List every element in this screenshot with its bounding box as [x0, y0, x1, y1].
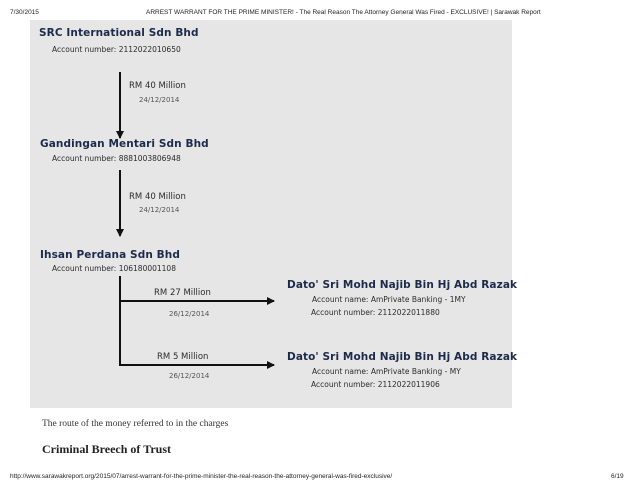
- recipient-1-account-number: Account number: 2112022011880: [311, 308, 440, 317]
- page-url[interactable]: http://www.sarawakreport.org/2015/07/arrest-warrant-for-the-prime-minister-the-real-reason-the-attorney-general-was-fired-exclusive/: [10, 473, 393, 480]
- transfer-2-amount: RM 40 Million: [129, 192, 186, 202]
- recipient-2-account-name: Account name: AmPrivate Banking - MY: [312, 367, 461, 376]
- transfer-4-date: 26/12/2014: [169, 372, 210, 380]
- transfer-1-amount: RM 40 Million: [129, 81, 186, 91]
- section-heading: Criminal Breech of Trust: [42, 442, 171, 456]
- recipient-2-account-number: Account number: 2112022011906: [311, 380, 440, 389]
- money-route-diagram: [30, 20, 518, 408]
- page-number: 6/19: [611, 473, 624, 480]
- company-gandingan-account: Account number: 8881003806948: [52, 154, 181, 163]
- transfer-3-amount: RM 27 Million: [154, 288, 211, 298]
- print-date: 7/30/2015: [10, 9, 39, 16]
- transfer-3-date: 26/12/2014: [169, 310, 210, 318]
- transfer-4-amount: RM 5 Million: [157, 352, 209, 362]
- flow-arrows: [30, 20, 512, 408]
- recipient-2-name: Dato' Sri Mohd Najib Bin Hj Abd Razak: [287, 351, 518, 363]
- figure-caption: The route of the money referred to in the charges: [42, 419, 229, 429]
- print-page-title: ARREST WARRANT FOR THE PRIME MINISTER! - The Real Reason The Attorney General Was Fired - EXCLUSIVE! | Sarawak Report: [146, 9, 541, 16]
- transfer-2-date: 24/12/2014: [139, 206, 180, 214]
- recipient-1-account-name: Account name: AmPrivate Banking - 1MY: [312, 295, 466, 304]
- transfer-1-date: 24/12/2014: [139, 96, 180, 104]
- company-ihsan-account: Account number: 106180001108: [52, 264, 176, 273]
- company-src-account: Account number: 2112022010650: [52, 45, 181, 54]
- company-gandingan-name: Gandingan Mentari Sdn Bhd: [40, 138, 209, 150]
- recipient-1-name: Dato' Sri Mohd Najib Bin Hj Abd Razak: [287, 279, 518, 291]
- company-ihsan-name: Ihsan Perdana Sdn Bhd: [40, 249, 180, 261]
- company-src-name: SRC International Sdn Bhd: [39, 27, 199, 39]
